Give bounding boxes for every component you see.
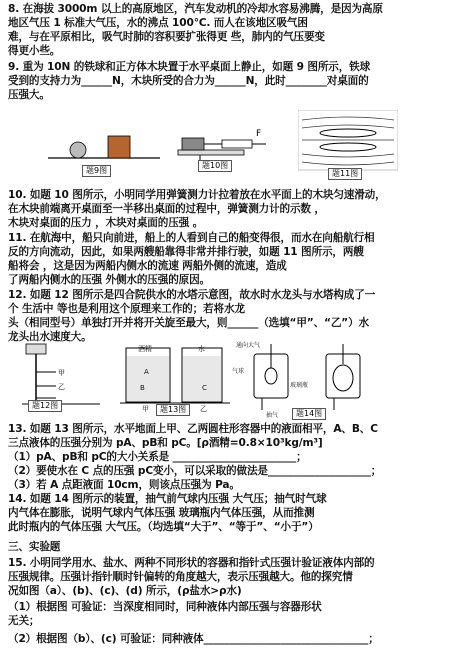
- text-line: 木块对桌面的压力 ，木块对桌面的压强 。: [8, 217, 204, 229]
- text-line: （1）pA、pB和 pC的大小关系是 ________________________；: [8, 451, 307, 463]
- text-line: 14. 如题 14 图所示的装置，抽气前气球内压强 大气压；抽气时气球: [8, 493, 327, 505]
- figure-14-label: 气球: [232, 368, 245, 375]
- figure-13-label: A: [144, 368, 149, 376]
- figure-14: [232, 340, 382, 420]
- svg-text:甲: 甲: [58, 369, 65, 377]
- text-line: 受到的支持力为______N，木块所受的合力为______N，此时________对桌面的: [8, 75, 369, 87]
- figure-14-label: 抽气: [266, 412, 279, 419]
- figure-12-caption: 题12图: [28, 400, 62, 412]
- figure-13-label: 水: [198, 345, 205, 353]
- svg-text:F: F: [256, 129, 262, 139]
- text-line: 此时瓶内的气体压强 大气压。（均选填“大于”、“等于”、“小于”）: [8, 521, 319, 533]
- figure-14-label: 玻璃瓶: [290, 382, 309, 389]
- text-line: （2）要使水在 C 点的压强 pC变小，可以采取的做法是____________________；: [8, 465, 382, 477]
- text-line: 12. 如题 12 图所示是四合院供水的水塔示意图，故水时水龙头与水塔构成了一: [8, 289, 376, 301]
- figure-13: [120, 342, 230, 416]
- figure-10-caption: 题10图: [198, 160, 232, 172]
- figure-9-caption: 题9图: [82, 165, 111, 177]
- text-line: 压强规律。压强计指针顺时针偏转的角度越大，表示压强越大。他的探究情: [8, 571, 353, 583]
- text-line: 9. 重为 10N 的铁球和正方体木块置于水平桌面上静止，如题 9 图所示，铁球: [8, 61, 371, 73]
- text-line: 15. 小明同学用水、盐水、两种不同形状的容器和指针式压强计验证液体内部的: [8, 557, 375, 569]
- text-line: 况如图（a）、(b)、(c)、(d) 所示，(ρ盐水>ρ水): [8, 585, 242, 597]
- text-line: 得更小些。: [8, 45, 61, 57]
- text-line: 8. 在海拔 3000m 以上的高原地区，汽车发动机的冷却水容易沸腾，是因为高原: [8, 3, 383, 15]
- figure-12: [22, 342, 100, 416]
- text-line: 地区气压 1 标准大气压，水的沸点 100℃. 而人在该地区吸气困: [8, 17, 308, 29]
- figure-11-caption: 题11图: [328, 168, 362, 180]
- figure-13-caption: 题13图: [156, 404, 190, 416]
- text-line: 三点液体的压强分别为 pA、pB和 pC。[ρ酒精=0.8×10³kg/m³]: [8, 437, 323, 449]
- figure-10: [170, 122, 280, 184]
- figure-11: [298, 110, 398, 186]
- figure-13-label: C: [202, 384, 207, 392]
- figure-14-caption: 题14图: [292, 408, 326, 420]
- svg-text:乙: 乙: [58, 383, 65, 391]
- figure-13-label: 甲: [142, 405, 149, 413]
- text-line: 11. 在航海中，船只向前进，船上的人看到自己的船变得很，而水在向船航行相: [8, 232, 375, 244]
- text-line: 了两船内侧水的压强 外侧水的压强的原因。: [8, 274, 210, 286]
- text-line: 难，与在平原相比，吸气时肺的容积要扩张得更 些，肺内的气压要变: [8, 31, 325, 43]
- text-line: 13. 如题 13 图所示，水平地面上甲、乙两圆柱形容器中的液面相平，A、B、C: [8, 423, 378, 435]
- figure-10-drawing: [170, 122, 280, 184]
- text-line: 反的方向流动，因此，如果两艘船靠得非常并排行驶，如题 11 图所示，两艘: [8, 246, 364, 258]
- text-line: （1）根据图 可验证：当深度相同时，同种液体内部压强与容器形状: [8, 601, 322, 613]
- figure-13-label: 酒精: [138, 345, 152, 353]
- text-line: 个 生活中 等也是利用这个原理来工作的；若将水龙: [8, 303, 245, 315]
- text-line: 在木块前端离开桌面至一半移出桌面的过程中，弹簧测力计的示数 ，: [8, 203, 325, 215]
- text-line: 10. 如题 10 图所示，小明同学用弹簧测力计拉着放在水平面上的木块匀速滑动，: [8, 189, 386, 201]
- figure-13-label: 乙: [200, 405, 207, 413]
- text-line: 头（相同型号）单独打开并将开关旋至最大，则______（选填“甲”、“乙”）水: [8, 317, 369, 329]
- section-heading: 三、实验题: [8, 541, 61, 553]
- text-line: 无关；: [8, 615, 40, 627]
- text-line: （2）根据图（b）、(c) 可验证：同种液体________________________________；: [8, 633, 379, 645]
- text-line: （3）若 A 点距液面 10cm，则该点压强为 Pa。: [8, 479, 240, 491]
- figure-9: [48, 128, 160, 184]
- text-line: 龙头出水速度大。: [8, 331, 92, 343]
- text-line: 船将会 ，这是因为两船内侧水的流速 两船外侧的流速，造成: [8, 260, 287, 272]
- figure-14-label: 通向大气: [236, 342, 261, 349]
- figure-13-label: B: [140, 384, 145, 392]
- text-line: 压强大。: [8, 89, 50, 101]
- text-line: 内气体在膨胀，说明气球内气体压强 玻璃瓶内气体压强，从而推测: [8, 507, 315, 519]
